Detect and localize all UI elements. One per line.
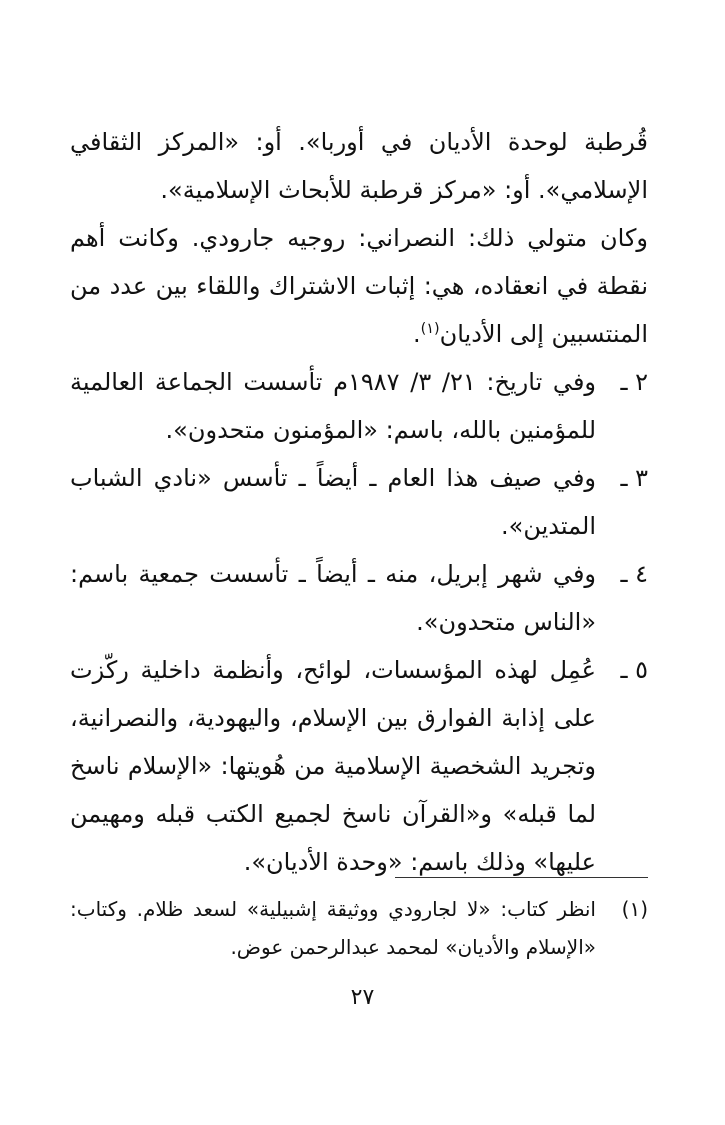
paragraph-2-text: وكان متولي ذلك: النصراني: روجيه جارودي. وكانت أهم نقطة في انعقاده، هي: إثبات الاشتراك واللقاء بين عدد من المنتسبين إلى الأديان xyxy=(70,224,648,348)
list-number: ٢ ـ xyxy=(620,368,648,396)
main-text xyxy=(70,118,648,886)
list-text: وفي صيف هذا العام ـ أيضاً ـ تأسس «نادي الشباب المتدين». xyxy=(70,464,596,540)
list-text: عُمِل لهذه المؤسسات، لوائح، وأنظمة داخلية ركّزت على إذابة الفوارق بين الإسلام، واليهودية، والنصرانية، وتجريد الشخصية الإسلامية من هُويتها: «الإسلام ناسخ لما قبله» و«القرآن ناسخ لجميع الكتب قبله ومهيمن عليها» وذلك باسم: «وحدة الأديان». xyxy=(70,656,596,876)
list-number: ٣ ـ xyxy=(620,464,648,492)
list-item-2 xyxy=(70,358,648,454)
list-number: ٤ ـ xyxy=(620,560,648,588)
footnote xyxy=(70,890,648,966)
list-number: ٥ ـ xyxy=(620,656,648,684)
list-text: وفي شهر إبريل، منه ـ أيضاً ـ تأسست جمعية باسم: «الناس متحدون». xyxy=(70,560,596,636)
footnote-number: (١) xyxy=(621,897,648,921)
list-item-4 xyxy=(70,550,648,646)
list-item-5 xyxy=(70,646,648,886)
paragraph-1: قُرطبة لوحدة الأديان في أوربا». أو: «المركز الثقافي الإسلامي». أو: «مركز قرطبة للأبحاث الإسلامية». xyxy=(70,128,648,204)
paragraph-2-end: . xyxy=(412,320,421,348)
footnote-text: انظر كتاب: «لا لجارودي ووثيقة إشبيلية» لسعد ظلام. وكتاب: «الإسلام والأديان» لمحمد عبدالرحمن عوض. xyxy=(70,897,596,959)
page-number: ٢٧ xyxy=(350,985,375,1010)
paragraph-2 xyxy=(70,214,648,358)
footnote-divider xyxy=(395,877,648,878)
list-text: وفي تاريخ: ٢١/ ٣/ ١٩٨٧م تأسست الجماعة العالمية للمؤمنين بالله، باسم: «المؤمنون متحدون». xyxy=(70,368,597,444)
list-item-3 xyxy=(70,454,648,550)
footnote-reference: (١) xyxy=(420,321,440,337)
